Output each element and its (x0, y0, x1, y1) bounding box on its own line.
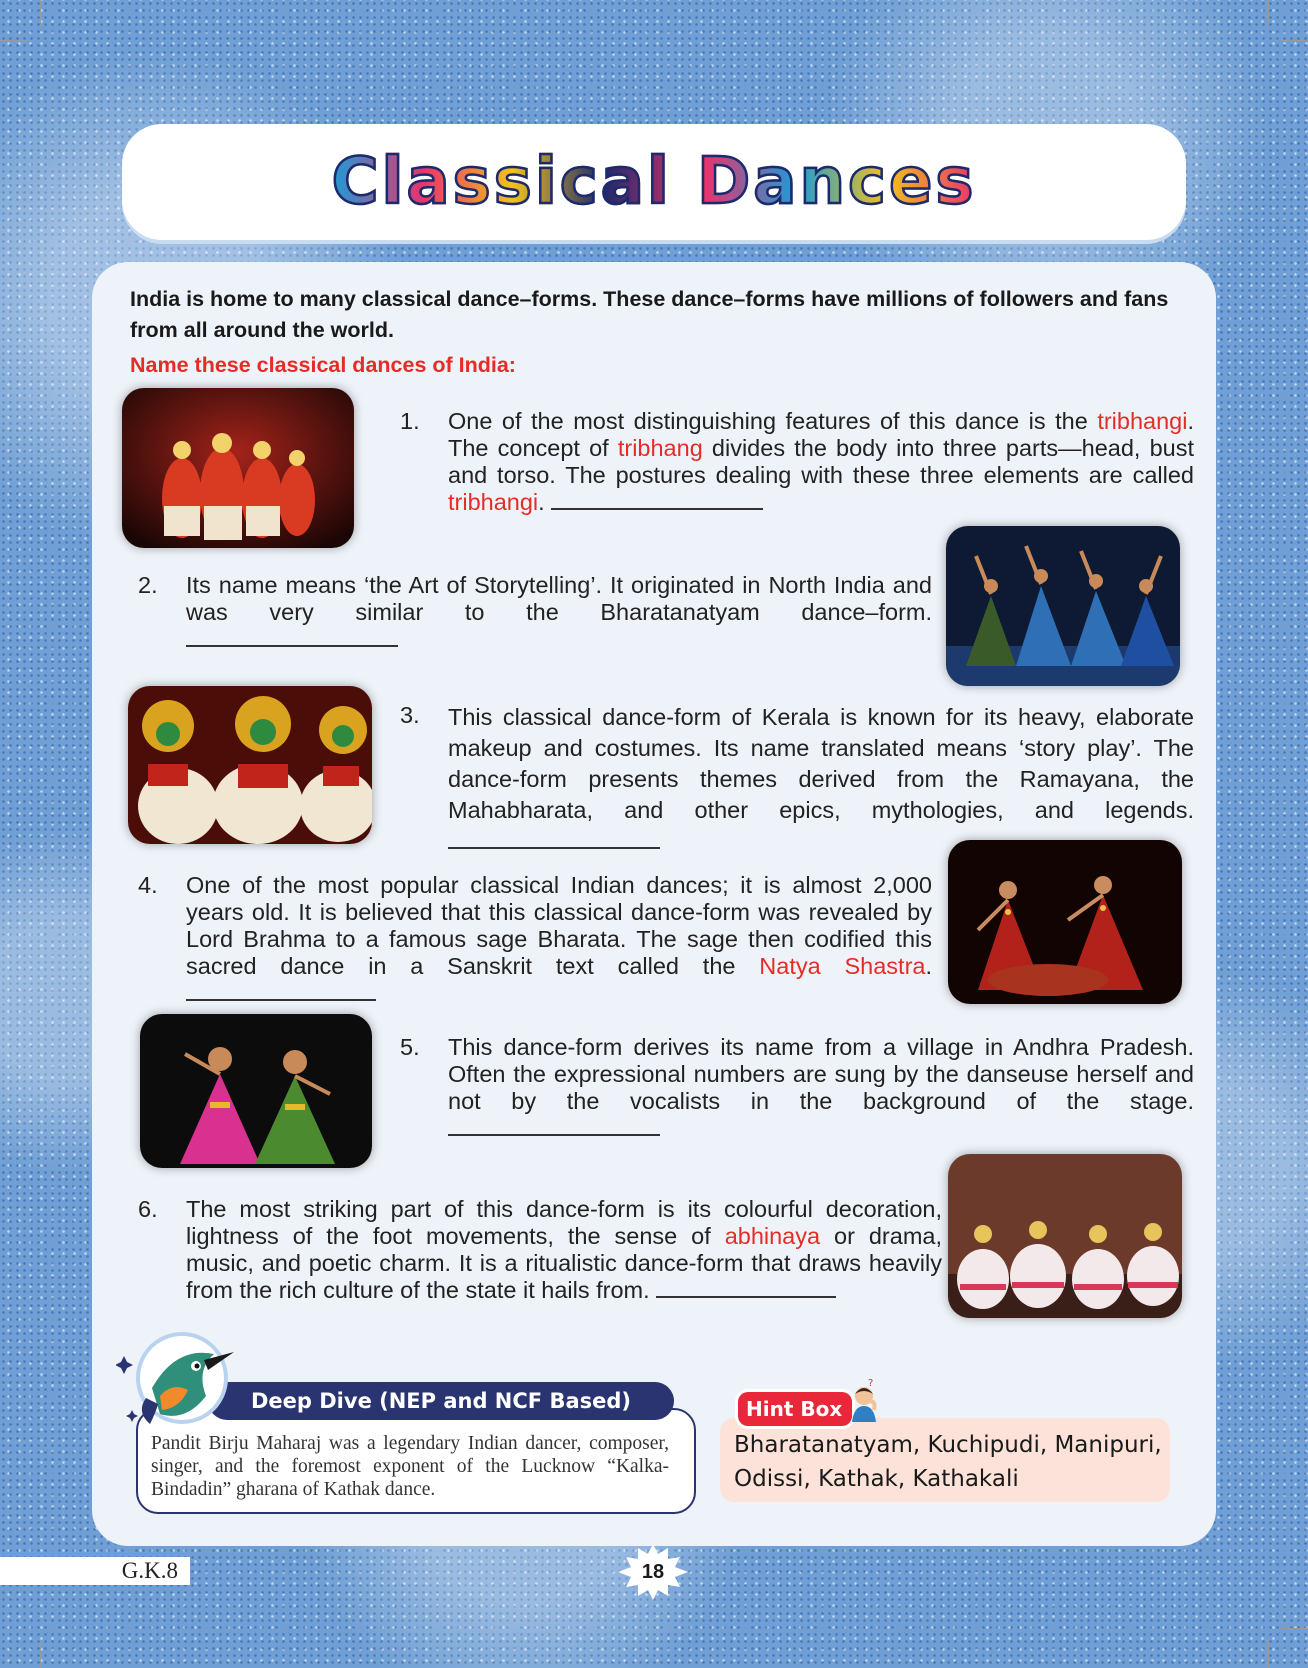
question-text (448, 408, 1194, 516)
question-2 (138, 572, 932, 656)
highlight-term: abhinaya (724, 1223, 821, 1249)
title-banner (122, 124, 1186, 240)
question-text-part: One of the most distinguishing features of this dance is the (448, 408, 1098, 434)
crop-mark (1282, 1628, 1308, 1629)
dance-photo-4 (948, 840, 1182, 1004)
question-3 (400, 702, 1194, 862)
crop-mark (40, 0, 41, 26)
thinking-kid-icon (848, 1376, 884, 1424)
question-text-part: . (925, 953, 933, 979)
kingfisher-mascot-icon (116, 1326, 242, 1436)
question-text (186, 1196, 942, 1304)
question-text-part: This classical dance-form of Kerala is known for its heavy, elaborate makeup and costumes. Its name translated means ‘story play’. The dance-form presents themes derived from the Ramayana, the Mahabharata, and other epics, mythologies, and legends. (448, 704, 1194, 823)
question-text-part: The most striking part of this dance-form is its colourful decoration, lightness of the foot movements, the sense of (186, 1196, 942, 1249)
question-text-part: Its name means ‘the Art of Storytelling’. It originated in North India and was very similar to the Bharatanatyam dance–form. (186, 572, 932, 625)
highlight-term: tribhang (617, 435, 703, 461)
question-text-part: . The concept of (448, 408, 1194, 461)
dance-photo-5 (140, 1014, 372, 1168)
question-text-part: . (538, 489, 552, 515)
question-number: 4. (138, 872, 158, 898)
highlight-term: Natya Shastra (759, 953, 926, 979)
svg-text:?: ? (868, 1378, 874, 1389)
book-label: G.K.8 (0, 1557, 190, 1585)
question-text (186, 872, 932, 1007)
answer-blank[interactable] (186, 627, 398, 647)
dance-photo-6 (948, 1154, 1182, 1318)
answer-blank[interactable] (448, 829, 660, 849)
highlight-term: tribhangi (448, 489, 539, 515)
question-text (448, 1034, 1194, 1142)
deep-dive-heading: Deep Dive (NEP and NCF Based) (208, 1382, 674, 1420)
crop-mark (40, 1642, 41, 1668)
question-number: 6. (138, 1196, 158, 1222)
answer-blank[interactable] (186, 981, 376, 1001)
question-number: 2. (138, 572, 158, 598)
intro-text: India is home to many classical dance–forms. These dance–forms have millions of followers and fans from all around the world. (130, 287, 1169, 342)
highlight-term: tribhangi (1097, 408, 1188, 434)
dance-photo-2 (946, 526, 1180, 686)
crop-mark (0, 40, 26, 41)
crop-mark (1268, 1642, 1269, 1668)
question-number: 3. (400, 702, 420, 728)
question-4 (138, 872, 932, 1012)
answer-blank[interactable] (656, 1278, 836, 1298)
question-6 (138, 1196, 942, 1306)
page-title: Classical Dances (331, 145, 977, 219)
answer-blank[interactable] (448, 1116, 660, 1136)
answer-blank[interactable] (551, 490, 763, 510)
question-number: 5. (400, 1034, 420, 1060)
deep-dive-text: Pandit Birju Maharaj was a legendary Indian dancer, composer, singer, and the foremost exponent of the Lucknow “Kalka-Bindadin” gharana of Kathak dance. (151, 1433, 669, 1500)
page-number: 18 (641, 1560, 665, 1583)
question-text-part: divides the body into three parts—head, bust and torso. The postures dealing with these three elements are called (448, 435, 1194, 488)
instruction-text: Name these classical dances of India: (130, 353, 516, 377)
question-text (448, 702, 1194, 857)
crop-mark (1268, 0, 1269, 26)
question-text (186, 572, 932, 653)
dance-photo-3 (128, 686, 372, 844)
crop-mark (1282, 40, 1308, 41)
question-text-part: One of the most popular classical Indian dances; it is almost 2,000 years old. It is believed that this classical dance-form was revealed by Lord Brahma to a famous sage Bharata. The sage then codified this sacred dance in a Sanskrit text called the (186, 872, 932, 979)
question-5 (400, 1034, 1194, 1144)
question-text-part: This dance-form derives its name from a village in Andhra Pradesh. Often the expressional numbers are sung by the danseuse herself and not by the vocalists in the background of the stage. (448, 1034, 1194, 1114)
dance-photo-1 (122, 388, 354, 548)
question-1 (400, 408, 1194, 518)
question-number: 1. (400, 408, 420, 434)
question-text-part: or drama, music, and poetic charm. It is a ritualistic dance-form that draws heavily from the rich culture of the state it hails from. (186, 1223, 942, 1303)
hint-box-label: Hint Box (738, 1392, 852, 1426)
hint-text: Bharatanatyam, Kuchipudi, Manipuri, Odissi, Kathak, Kathakali (734, 1432, 1162, 1492)
